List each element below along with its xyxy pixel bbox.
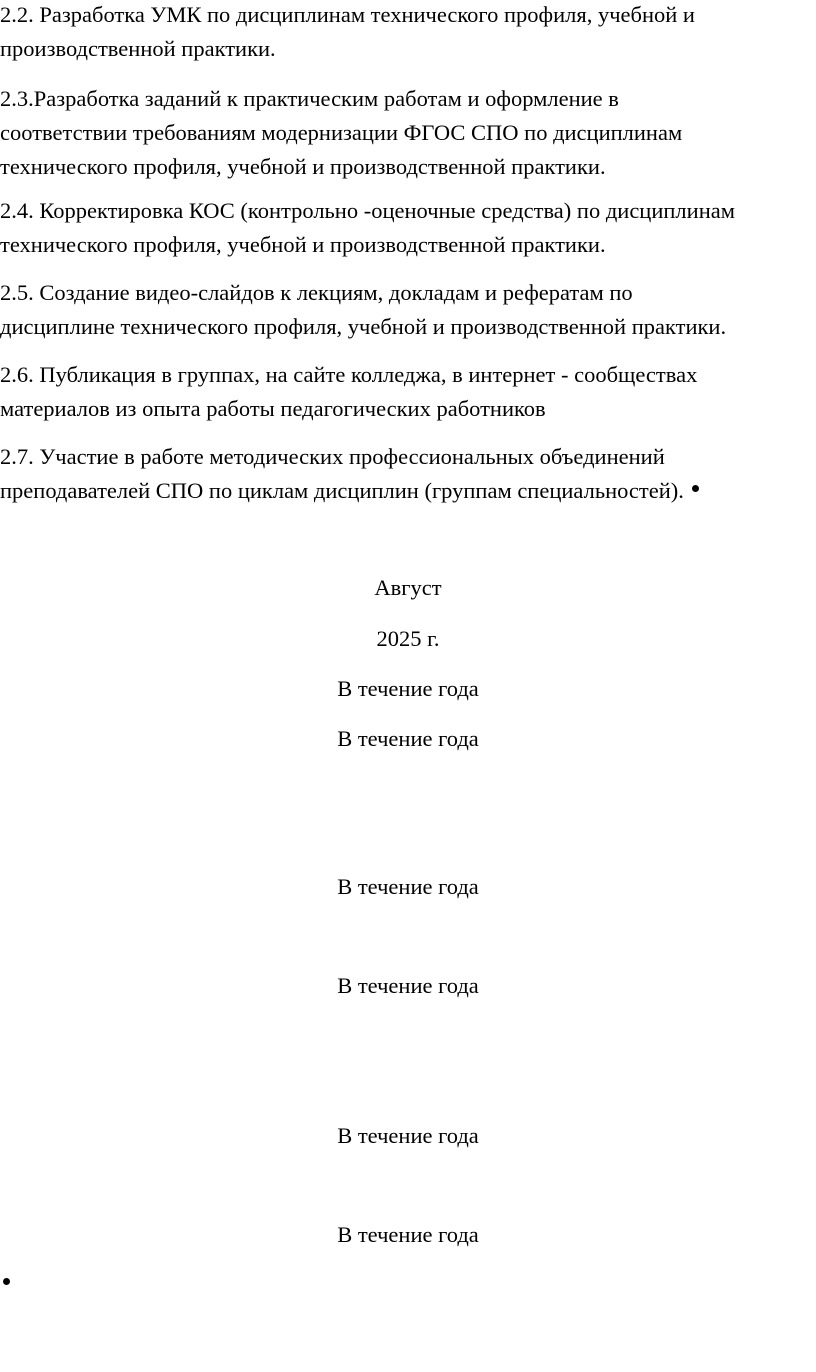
schedule-item: В течение года xyxy=(337,973,479,998)
schedule-item: В течение года xyxy=(337,874,479,899)
paragraph-2-3 xyxy=(0,82,812,184)
schedule-item: В течение года xyxy=(337,1123,479,1148)
paragraph-line: дисциплине технического профиля, учебной и производственной практики. xyxy=(0,314,727,339)
paragraph-2-7 xyxy=(0,440,812,508)
paragraph-line: 2.3.Разработка заданий к практическим работам и оформление в xyxy=(0,86,619,111)
paragraph-line-text: преподавателей СПО по циклам дисциплин (группам специальностей). xyxy=(0,478,684,503)
paragraph-line xyxy=(0,474,812,508)
paragraph-2-2 xyxy=(0,0,812,66)
paragraph-2-5 xyxy=(0,276,812,344)
paragraph-line: 2.4. Корректировка КОС (контрольно -оценочные средства) по дисциплинам xyxy=(0,198,735,223)
paragraph-line: 2.7. Участие в работе методических профессиональных объединений xyxy=(0,444,665,469)
schedule-item: В течение года xyxy=(337,1222,479,1247)
paragraph-line: 2.6. Публикация в группах, на сайте колледжа, в интернет - сообществах xyxy=(0,362,698,387)
paragraph-line: производственной практики. xyxy=(0,36,276,61)
paragraph-line: технического профиля, учебной и производственной практики. xyxy=(0,154,606,179)
schedule-item: В течение года xyxy=(337,726,479,751)
bullet-icon xyxy=(692,485,699,492)
schedule-year: 2025 г. xyxy=(376,626,440,651)
paragraph-2-6 xyxy=(0,358,812,426)
schedule-month: Август xyxy=(374,575,442,600)
paragraph-line: 2.5. Создание видео-слайдов к лекциям, докладам и рефератам по xyxy=(0,280,633,305)
paragraph-line: технического профиля, учебной и производственной практики. xyxy=(0,232,606,257)
schedule-item: В течение года xyxy=(337,676,479,701)
bullet-icon xyxy=(3,1278,10,1285)
paragraph-2-4 xyxy=(0,194,812,262)
paragraph-line: соответствии требованиям модернизации ФГОС СПО по дисциплинам xyxy=(0,120,683,145)
paragraph-line: материалов из опыта работы педагогических работников xyxy=(0,396,546,421)
paragraph-line: 2.2. Разработка УМК по дисциплинам технического профиля, учебной и xyxy=(0,2,695,27)
